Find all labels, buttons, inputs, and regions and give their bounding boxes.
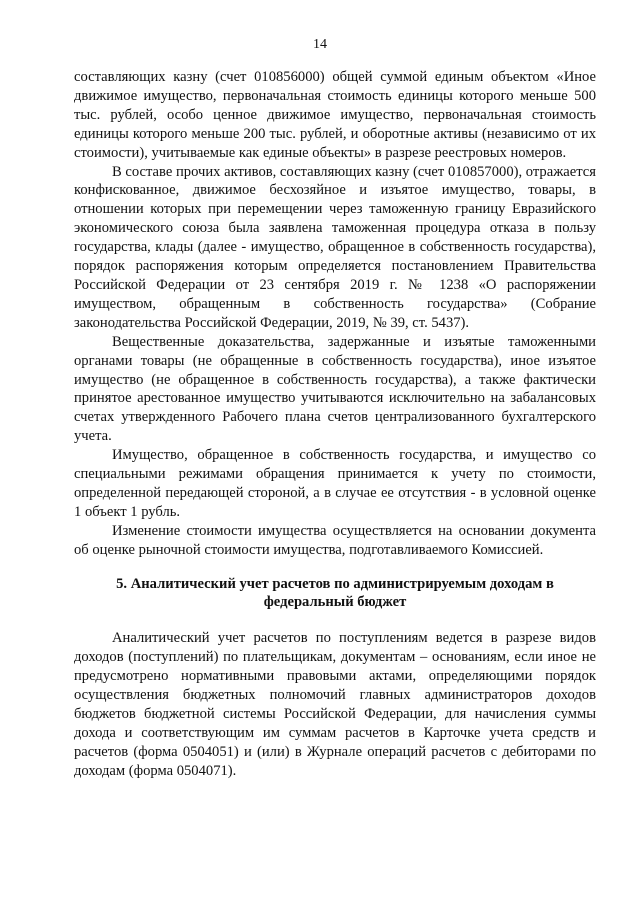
paragraph-value-change: Изменение стоимости имущества осуществляется на основании документа об оценке рыночной стоимости имущества, подготавливаемого Комиссией. [74, 522, 596, 558]
section-heading: 5. Аналитический учет расчетов по администрируемым доходам в федеральный бюджет [116, 575, 554, 611]
page-number: 14 [313, 37, 327, 52]
paragraph-evidence: Вещественные доказательства, задержанные и изъятые таможенными органами товары (не обращенные в собственность государства), иное изъятое имущество (не обращенное в собственность государства), а также фактически принятое арестованное имущество учитываются исключительно на забалансовых счетах утвержденного Рабочего плана счетов централизованного бухгалтерского учета. [74, 333, 596, 445]
paragraph-continuation: составляющих казну (счет 010856000) общей суммой единым объектом «Иное движимое имущество, первоначальная стоимость единицы которого меньше 500 тыс. рублей, особо ценное движимое имущество, первоначальная стоимость единицы которого меньше 200 тыс. рублей, и оборотные активы (независимо от их стоимости), учитываемые как единые объекты» в разрезе реестровых номеров. [74, 69, 596, 161]
paragraph-other-assets: В составе прочих активов, составляющих казну (счет 010857000), отражается конфискованное, движимое бесхозяйное и изъятое имущество, товары, в отношении которых при перемещении через таможенную границу Евразийского экономического союза была заявлена таможенная процедура отказа в пользу государства, клады (далее - имущество, обращенное в собственность государства), порядок распоряжения которым определяется постановлением Правительства Российской Федерации от 23 сентября 2019 г. № 1238 «О распоряжении имуществом, обращенным в собственность государства» (Собрание законодательства Российской Федерации, 2019, № 39, ст. 5437). [74, 163, 596, 331]
document-body [74, 68, 596, 781]
paragraph-analytical-accounting: Аналитический учет расчетов по поступлениям ведется в разрезе видов доходов (поступлений) по плательщикам, документам – основаниям, если иное не предусмотрено нормативными правовыми актами, определяющими порядок осуществления бюджетных полномочий главных администраторов доходов бюджетов бюджетной системы Российской Федерации, для начисления суммы дохода и соответствующим им суммам расчетов в Карточке учета средств и расчетов (форма 0504051) и (или) в Журнале операций расчетов с дебиторами по доходам (форма 0504071). [74, 630, 596, 779]
paragraph-state-property: Имущество, обращенное в собственность государства, и имущество со специальными режимами обращения принимается к учету по стоимости, определенной передающей стороной, а в случае ее отсутствия - в условной оценке 1 объект 1 рубль. [74, 447, 596, 520]
